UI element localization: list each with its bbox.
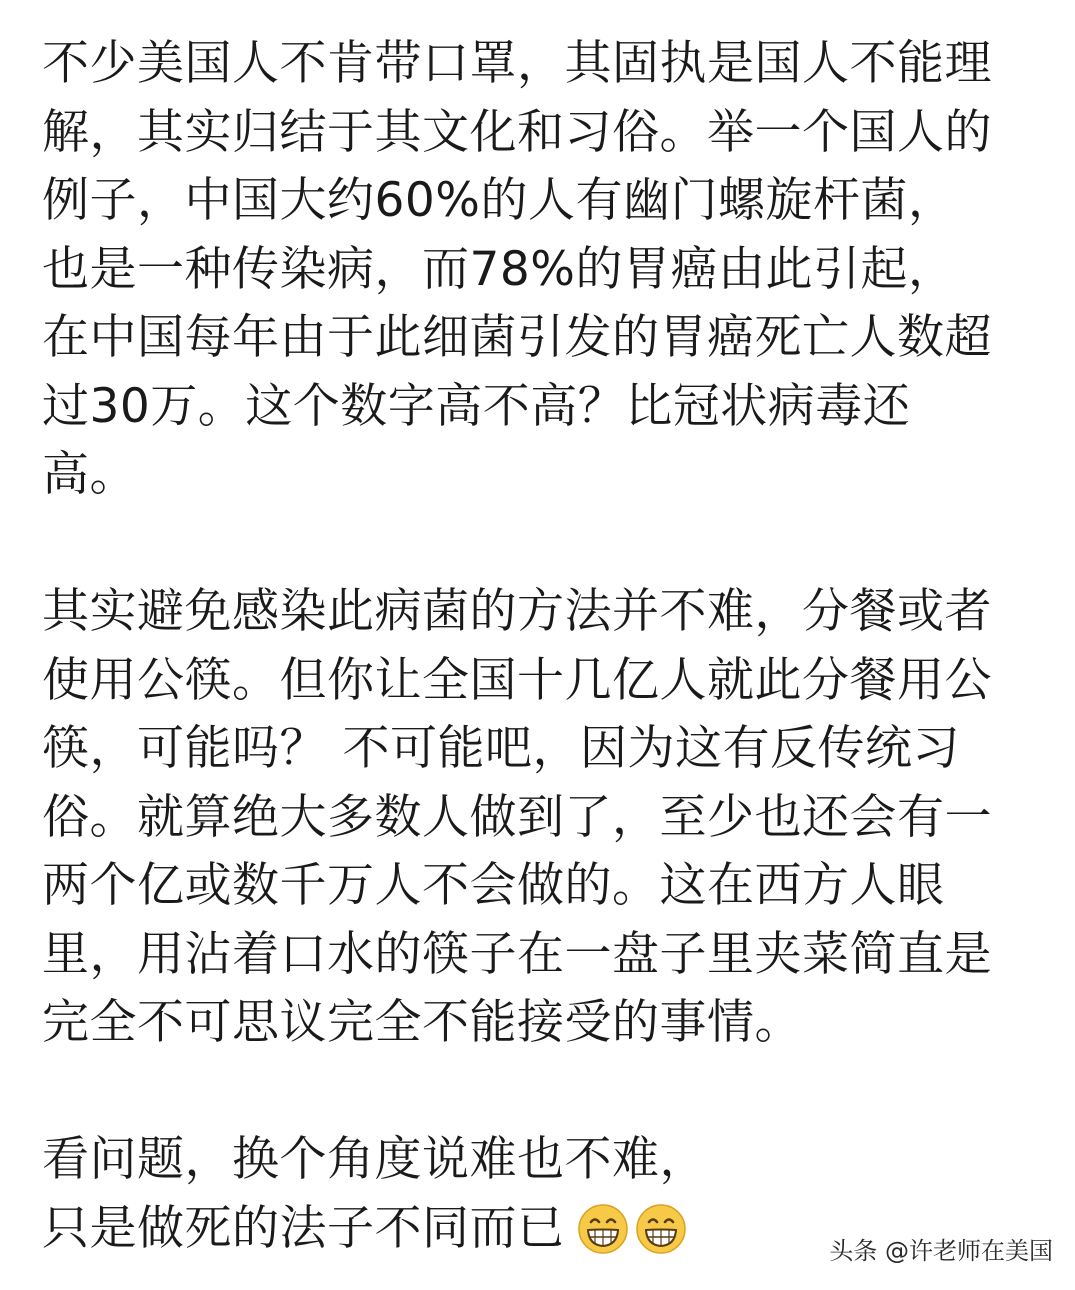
text-line: 过30万。这个数字高不高？比冠状病毒还	[42, 378, 911, 434]
paragraph-1	[42, 30, 1052, 510]
text-line: 高。	[42, 447, 137, 502]
text-line: 只是做死的法子不同而已	[42, 1200, 565, 1256]
text-line: 看问题，换个角度说难也不难，	[42, 1132, 707, 1187]
text-line: 两个亿或数千万人不会做的。这在西方人眼	[42, 858, 945, 913]
text-line: 里，用沾着口水的筷子在一盘子里夹菜简直是	[42, 926, 992, 982]
text-line: 完全不可思议完全不能接受的事情。	[42, 995, 802, 1050]
post-body	[42, 30, 1052, 1263]
text-line: 使用公筷。但你让全国十几亿人就此分餐用公	[42, 652, 992, 708]
text-line: 筷，可能吗？ 不可能吧，因为这有反传统习	[42, 721, 960, 776]
paragraph-2	[42, 578, 1052, 1058]
grinning-face-icon	[635, 1203, 687, 1255]
watermark: 头条 @许老师在美国	[829, 1237, 1053, 1265]
text-line: 不少美国人不肯带口罩，其固执是国人不能理	[42, 36, 992, 91]
text-line: 例子，中国大约60%的人有幽门螺旋杆菌，	[42, 173, 956, 228]
grinning-face-icon	[577, 1203, 629, 1255]
paragraph-spacer	[42, 1058, 1052, 1127]
text-line: 其实避免感染此病菌的方法并不难，分餐或者	[42, 584, 992, 639]
text-line: 解，其实归结于其文化和习俗。举一个国人的	[42, 104, 992, 160]
paragraph-spacer	[42, 510, 1052, 579]
text-line: 也是一种传染病，而78%的胃癌由此引起，	[42, 241, 956, 297]
text-line: 在中国每年由于此细菌引发的胃癌死亡人数超	[42, 310, 992, 365]
text-line: 俗。就算绝大多数人做到了，至少也还会有一	[42, 789, 992, 845]
